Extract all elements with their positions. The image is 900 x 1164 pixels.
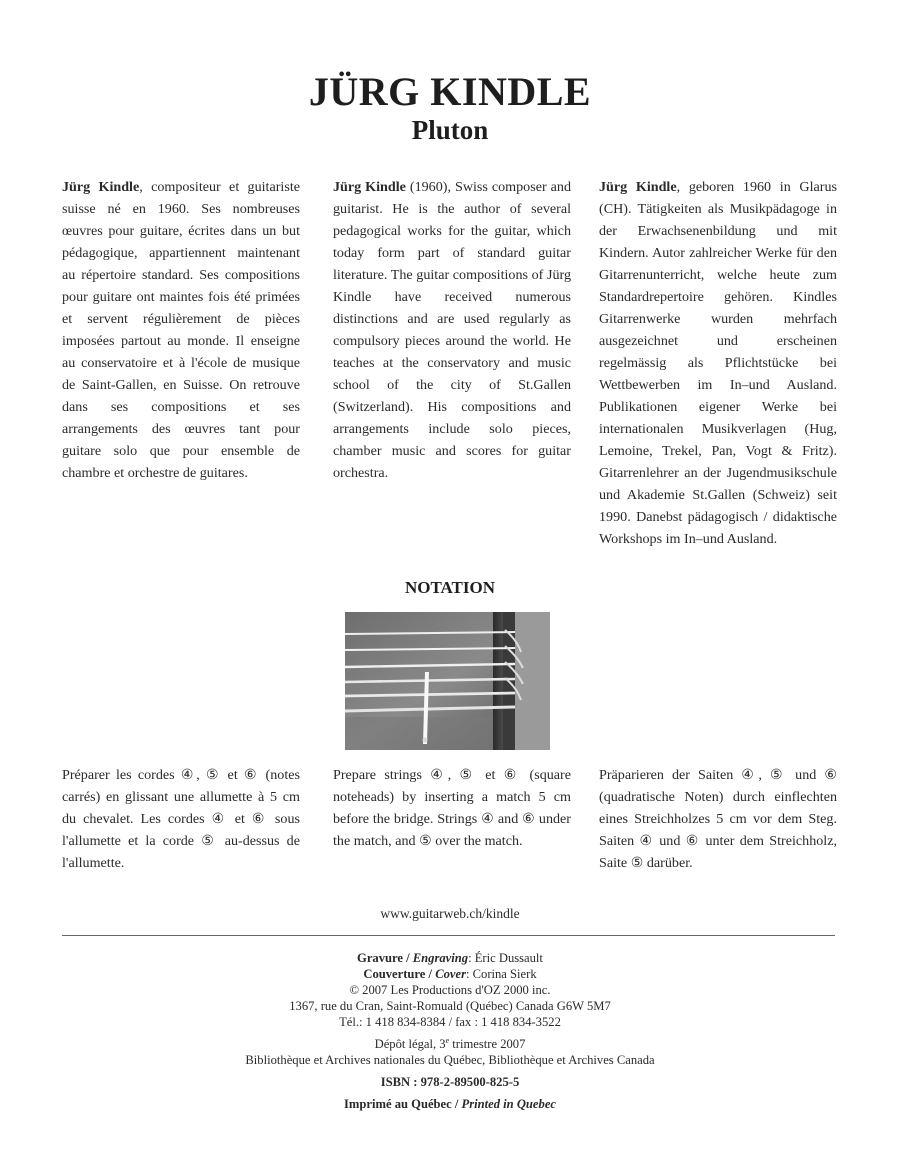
publisher-address: 1367, rue du Cran, Saint-Romuald (Québec) Canada G6W 5M7 bbox=[289, 999, 611, 1013]
cover-credit bbox=[0, 966, 900, 982]
guitar-match-photo bbox=[345, 612, 550, 750]
legal-deposit bbox=[0, 1036, 900, 1052]
engraving-label-en: Engraving bbox=[412, 951, 469, 965]
cover-label: Couverture / bbox=[363, 967, 436, 981]
engraving-credit bbox=[0, 950, 900, 966]
copyright-line: © 2007 Les Productions d'OZ 2000 inc. bbox=[349, 983, 551, 997]
bio-english bbox=[333, 176, 571, 484]
bio-french-name: Jürg Kindle bbox=[62, 179, 140, 195]
bio-french bbox=[62, 176, 300, 484]
notation-german: Präparieren der Saiten ④, ⑤ und ⑥ (quadratische Noten) durch einflechten eines Streichholzes 5 cm vor dem Steg. Saiten ④ und ⑥ unter dem Streichholz, Saite ⑤ darüber. bbox=[599, 767, 837, 871]
credits-block bbox=[0, 950, 900, 1112]
printed-en: Printed in Quebec bbox=[461, 1097, 556, 1111]
bio-french-text: , compositeur et guitariste suisse né en 1960. Ses nombreuses œuvres pour guitare, écrites dans un but pédagogique, appartiennent maintenant au répertoire standard. Ses compositions pour guitare ont maintes fois été primées et servent régulièrement de pièces imposées partout au monde. Il enseigne au conservatoire et à l'école de musique de Saint-Gallen, en Suisse. On retrouve dans ses compositions et ses arrangements des œuvres tant pour guitare solo que pour ensemble de chambre et orchestre de guitares. bbox=[62, 179, 300, 481]
legal-deposit-sup: e bbox=[445, 1035, 450, 1045]
notation-english: Prepare strings ④, ⑤ et ⑥ (square noteheads) by inserting a match 5 cm before the bridge. Strings ④ and ⑥ under the match, and ⑤ over the match. bbox=[333, 767, 571, 849]
publisher-phone: Tél.: 1 418 834-8384 / fax : 1 418 834-3522 bbox=[339, 1015, 561, 1029]
composer-name: JÜRG KINDLE bbox=[308, 69, 592, 114]
bio-german-name: Jürg Kindle bbox=[599, 179, 677, 195]
legal-deposit-pre: Dépôt légal, 3 bbox=[374, 1037, 446, 1051]
notation-french: Préparer les cordes ④, ⑤ et ⑥ (notes carrés) en glissant une allumette à 5 cm du chevalet. Les cordes ④ et ⑥ sous l'allumette et la corde ⑤ au-dessus de l'allumette. bbox=[62, 767, 300, 871]
printed-line bbox=[0, 1096, 900, 1112]
bio-english-name: Jürg Kindle bbox=[333, 179, 406, 195]
legal-deposit-post: trimestre 2007 bbox=[449, 1037, 526, 1051]
engraving-name: : Éric Dussault bbox=[468, 951, 543, 965]
printed-fr: Imprimé au Québec / bbox=[344, 1097, 462, 1111]
bio-german-text: , geboren 1960 in Glarus (CH). Tätigkeiten als Musikpädagoge in der Erwachsenenbildung und mit Kindern. Autor zahlreicher Werke für den Gitarrenunterricht, welche heute zum Standardrepertoire gehören. Kindles Gitarrenwerke wurden mehrfach ausgezeichnet und erscheinen regelmässig als Pflichtstücke bei Wettbewerben im In–und Ausland. Publikationen eigener Werke bei internationalen Musikverlagen (Hug, Lemoine, Trekel, Pan, Vogt & Fritz). Gitarrenlehrer an der Jugendmusikschule und Akademie St.Gallen (Schweiz) seit 1990. Danebst pädagogisch / didaktische Workshops im In–und Ausland. bbox=[599, 179, 838, 547]
cover-name: : Corina Sierk bbox=[465, 967, 537, 981]
website-link[interactable]: www.guitarweb.ch/kindle bbox=[380, 906, 520, 921]
bio-english-text: (1960), Swiss composer and guitarist. He is the author of several pedagogical works for the guitar, which today form part of standard guitar literature. The guitar compositions of Jürg Kindle have received numerous distinctions and are used regularly as compulsory pieces around the world. He teaches at the conservatory and music school of the city of St.Gallen (Switzerland). His compositions and arrangements include solo pieces, chamber music and scores for guitar orchestra. bbox=[333, 179, 572, 481]
isbn-line: ISBN : 978-2-89500-825-5 bbox=[380, 1075, 520, 1089]
cover-label-en: Cover bbox=[435, 967, 466, 981]
engraving-label: Gravure / bbox=[357, 951, 413, 965]
library-line: Bibliothèque et Archives nationales du Québec, Bibliothèque et Archives Canada bbox=[245, 1053, 655, 1067]
notation-heading: NOTATION bbox=[404, 578, 496, 597]
divider bbox=[62, 935, 835, 936]
bio-german bbox=[599, 176, 837, 550]
piece-title: Pluton bbox=[411, 115, 489, 145]
